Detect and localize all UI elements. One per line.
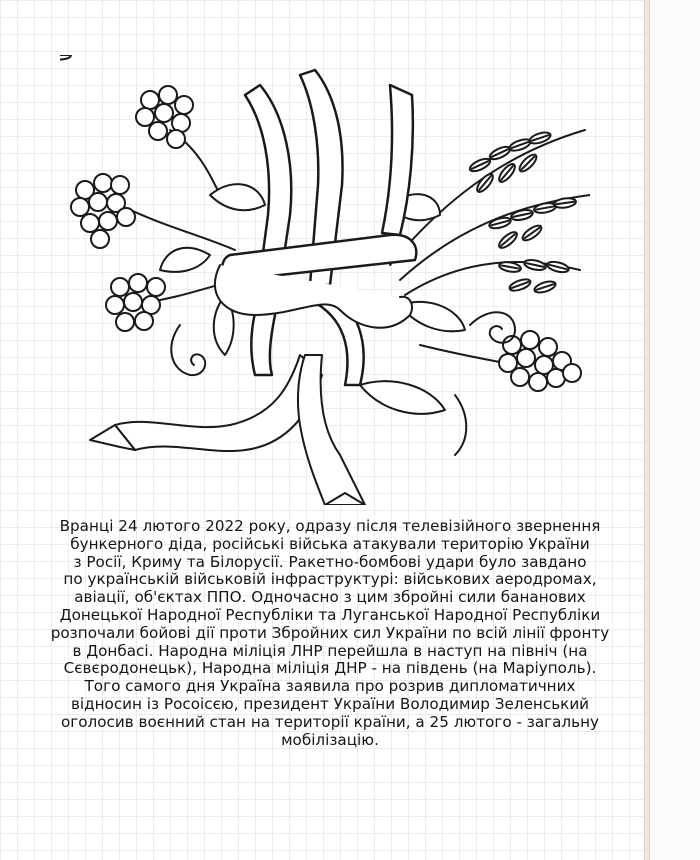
margin-line <box>644 0 650 860</box>
trident-illustration <box>60 55 590 505</box>
viburnum-berries-right-icon <box>420 331 581 391</box>
caption-text: Вранці 24 лютого 2022 року, одразу після телевізійного звернення бункерного діда, російські війська атакували територію України з Росії, Криму та Білорусії. Ракетно-бомбові удари було завдано по українській військовій інфраструктурі: військових аеродромах, авіації, об'єктах ППО. Одночасно з цим збройні сили бананових Донецької Народної Республіки та Луганської Народної Республіки розпочали бойові дії проти Збройних сил України по всій лінії фронту в Донбасі. Народна міліція ЛНР перейшла в наступ на північ (на Сєвєродонецьк), Народна міліція ДНР - на південь (на Маріуполь). Того самого дня Україна заявила про розрив дипломатичних відносин із Росоісєю, президент України Володимир Зеленський оголосив воєнний стан на території країни, а 25 лютого - загальну мобілізацію. <box>50 517 610 749</box>
viburnum-berries-left-icon <box>71 86 235 331</box>
page-edge <box>650 0 700 860</box>
trident-icon <box>222 70 416 385</box>
